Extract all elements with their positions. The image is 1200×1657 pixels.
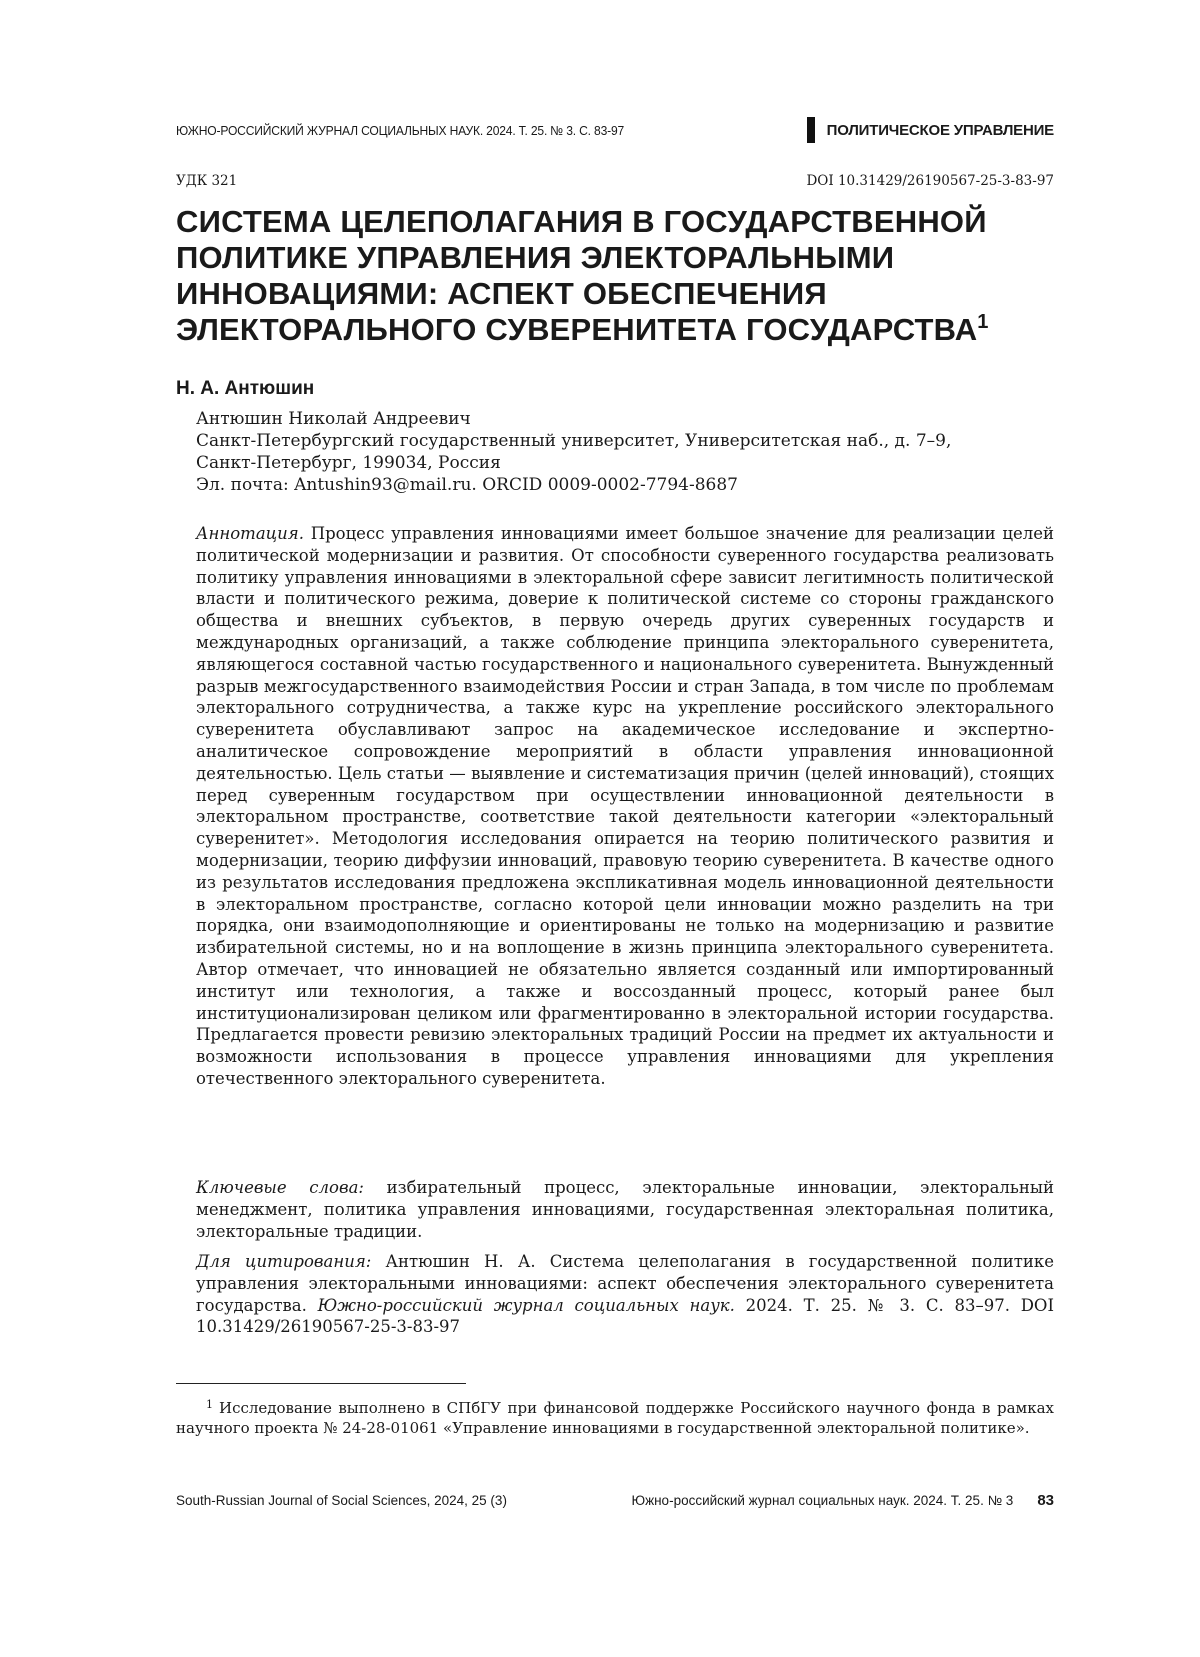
citation [196, 1251, 1054, 1338]
doi-top: DOI 10.31429/26190567-25-3-83-97 [806, 173, 1054, 189]
footnote-mark: 1 [206, 1398, 213, 1411]
author-affiliation [196, 408, 1056, 496]
keywords [196, 1177, 1054, 1242]
footer-english-citation: South-Russian Journal of Social Sciences, 2024, 25 (3) [176, 1493, 507, 1508]
affiliation-line-1: Санкт-Петербургский государственный университет, Университетская наб., д. 7–9, [196, 431, 952, 451]
section-name: ПОЛИТИЧЕСКОЕ УПРАВЛЕНИЕ [826, 121, 1054, 139]
citation-journal: Южно-российский журнал социальных наук. [317, 1295, 735, 1315]
section-marker-bar [807, 117, 815, 143]
keywords-text: избирательный процесс, электоральные инновации, электоральный менеджмент, политика управления инновациями, государственная электоральная политика, электоральные традиции. [196, 1178, 1055, 1241]
title-footnote-mark[interactable]: 1 [977, 311, 989, 333]
author-contact: Эл. почта: Antushin93@mail.ru. ORCID 0009-0002-7794-8687 [196, 475, 738, 495]
abstract [196, 523, 1054, 1090]
abstract-label: Аннотация. [196, 524, 304, 543]
citation-label: Для цитирования: [196, 1252, 372, 1271]
affiliation-line-2: Санкт-Петербург, 199034, Россия [196, 453, 501, 473]
section-label [807, 117, 1054, 143]
page-number: 83 [1037, 1492, 1054, 1509]
footnote-divider [176, 1383, 466, 1384]
abstract-text: Процесс управления инновациями имеет большое значение для реализации целей политической модернизации и развития. От способности суверенного государства реализовать политику управления инновациями в электоральной сфере зависит легитимность политической власти и политического режима, доверие к политической системе со стороны гражданского общества и внешних субъектов, в первую очередь других суверенных государств и международных организаций, а также соблюдение принципа электорального суверенитета, являющегося составной частью государственного и национального суверенитета. Вынужденный разрыв межгосударственного взаимодействия России и стран Запада, в том числе по проблемам электорального сотрудничества, а также курс на укрепление российского электорального суверенитета обуславливают запрос на академическое исследование и экспертно-аналитическое сопровождение мероприятий в области управления инновационной деятельностью. Цель статьи — выявление и систематизация причин (целей инноваций), стоящих перед суверенным государством при осуществлении инновационной деятельности в электоральном пространстве, соответствие такой деятельности категории «электоральный суверенитет». Методология исследования опирается на теорию политического развития и модернизации, теорию диффузии инноваций, правовую теорию суверенитета. В качестве одного из результатов исследования предложена экспликативная модель инновационной деятельности в электоральном пространстве, согласно которой цели инновации можно разделить на три порядка, они взаимодополняющие и ориентированы не только на модернизацию и развитие избирательной системы, но и на воплощение в жизнь принципа электорального суверенитета. Автор отмечает, что инновацией не обязательно является созданный или импортированный институт или технология, а также и воссозданный процесс, который ранее был институционализирован целиком или фрагментированно в электоральной истории государства. Предлагается провести ревизию электоральных традиций России на предмет их актуальности и возможности использования в процессе управления инновациями для укрепления отечественного электорального суверенитета. [196, 524, 1054, 1088]
footnote [176, 1398, 1054, 1438]
running-header [176, 115, 1054, 145]
article-meta [176, 173, 1054, 189]
journal-running-title: ЮЖНО-РОССИЙСКИЙ ЖУРНАЛ СОЦИАЛЬНЫХ НАУК. 2024. Т. 25. № 3. С. 83-97 [176, 122, 625, 138]
author-full-name: Антюшин Николай Андреевич [196, 409, 471, 429]
udc-code: УДК 321 [176, 173, 238, 189]
author-short-name: Н. А. Антюшин [176, 378, 315, 399]
citation-text: Антюшин Н. А. Система целеполагания в государственной политике управления электоральными инновациями: аспект обеспечения электорального суверенитета государства. [196, 1252, 1055, 1315]
footer-russian-citation: Южно-российский журнал социальных наук. 2024. Т. 25. № 3 [631, 1493, 1014, 1508]
running-footer [176, 1492, 1054, 1509]
footnote-text: Исследование выполнено в СПбГУ при финансовой поддержке Российского научного фонда в рамках научного проекта № 24-28-01061 «Управление инновациями в государственной электоральной политике». [176, 1399, 1054, 1437]
article-title-text: СИСТЕМА ЦЕЛЕПОЛАГАНИЯ В ГОСУДАРСТВЕННОЙ ПОЛИТИКЕ УПРАВЛЕНИЯ ЭЛЕКТОРАЛЬНЫМИ ИННОВАЦИЯМИ: АСПЕКТ ОБЕСПЕЧЕНИЯ ЭЛЕКТОРАЛЬНОГО СУВЕРЕНИТЕТА ГОСУДАРСТВА [176, 204, 987, 347]
article-title [176, 204, 1066, 348]
citation-details: 2024. Т. 25. № 3. С. 83–97. DOI 10.31429/26190567-25-3-83-97 [196, 1295, 1054, 1337]
keywords-label: Ключевые слова: [196, 1178, 364, 1197]
footer-right [631, 1492, 1054, 1509]
